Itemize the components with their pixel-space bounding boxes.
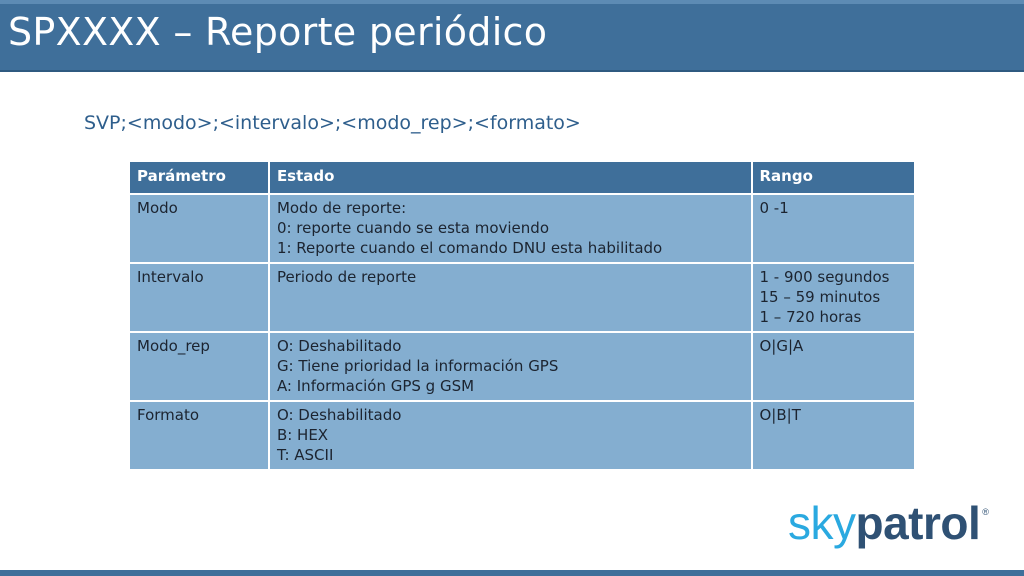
title-bar (0, 0, 1024, 72)
skypatrol-logo (788, 497, 989, 549)
estado-line: B: HEX (276, 426, 329, 444)
table-header-row (129, 161, 915, 194)
rango-line: 1 – 720 horas (759, 308, 862, 326)
estado-line: 0: reporte cuando se esta moviendo (276, 219, 549, 237)
estado-line: Modo de reporte: (276, 199, 407, 217)
cell-param: Modo_rep (129, 332, 269, 401)
logo-patrol-text: patrol (855, 497, 981, 549)
command-syntax: SVP;<modo>;<intervalo>;<modo_rep>;<formato> (84, 112, 581, 134)
cell-param: Intervalo (129, 263, 269, 332)
header-estado: Estado (269, 161, 752, 194)
table-row (129, 332, 915, 401)
cell-estado (269, 401, 752, 470)
header-parametro: Parámetro (129, 161, 269, 194)
estado-line: A: Información GPS g GSM (276, 377, 475, 395)
table-row (129, 401, 915, 470)
cell-param: Formato (129, 401, 269, 470)
table-row (129, 263, 915, 332)
cell-estado (269, 263, 752, 332)
cell-rango (752, 263, 916, 332)
logo-sky-text: sky (788, 497, 856, 549)
cell-rango (752, 401, 916, 470)
estado-line: 1: Reporte cuando el comando DNU esta habilitado (276, 239, 663, 257)
slide-title: SPXXXX – Reporte periódico (8, 10, 548, 54)
table-row (129, 194, 915, 263)
rango-line: 15 – 59 minutos (759, 288, 881, 306)
cell-param: Modo (129, 194, 269, 263)
bottom-bar (0, 570, 1024, 576)
header-rango: Rango (752, 161, 916, 194)
cell-estado (269, 332, 752, 401)
registered-mark: ® (982, 507, 989, 517)
estado-line: O: Deshabilitado (276, 337, 402, 355)
cell-estado (269, 194, 752, 263)
rango-line: 1 - 900 segundos (759, 268, 890, 286)
estado-line: O: Deshabilitado (276, 406, 402, 424)
estado-line: Periodo de reporte (276, 268, 417, 286)
estado-line: G: Tiene prioridad la información GPS (276, 357, 559, 375)
estado-line: T: ASCII (276, 446, 334, 464)
rango-line: O|G|A (759, 337, 804, 355)
cell-rango (752, 332, 916, 401)
cell-rango (752, 194, 916, 263)
rango-line: 0 -1 (759, 199, 789, 217)
title-bar-accent (0, 0, 1024, 4)
rango-line: O|B|T (759, 406, 801, 424)
parameters-table (128, 160, 916, 471)
